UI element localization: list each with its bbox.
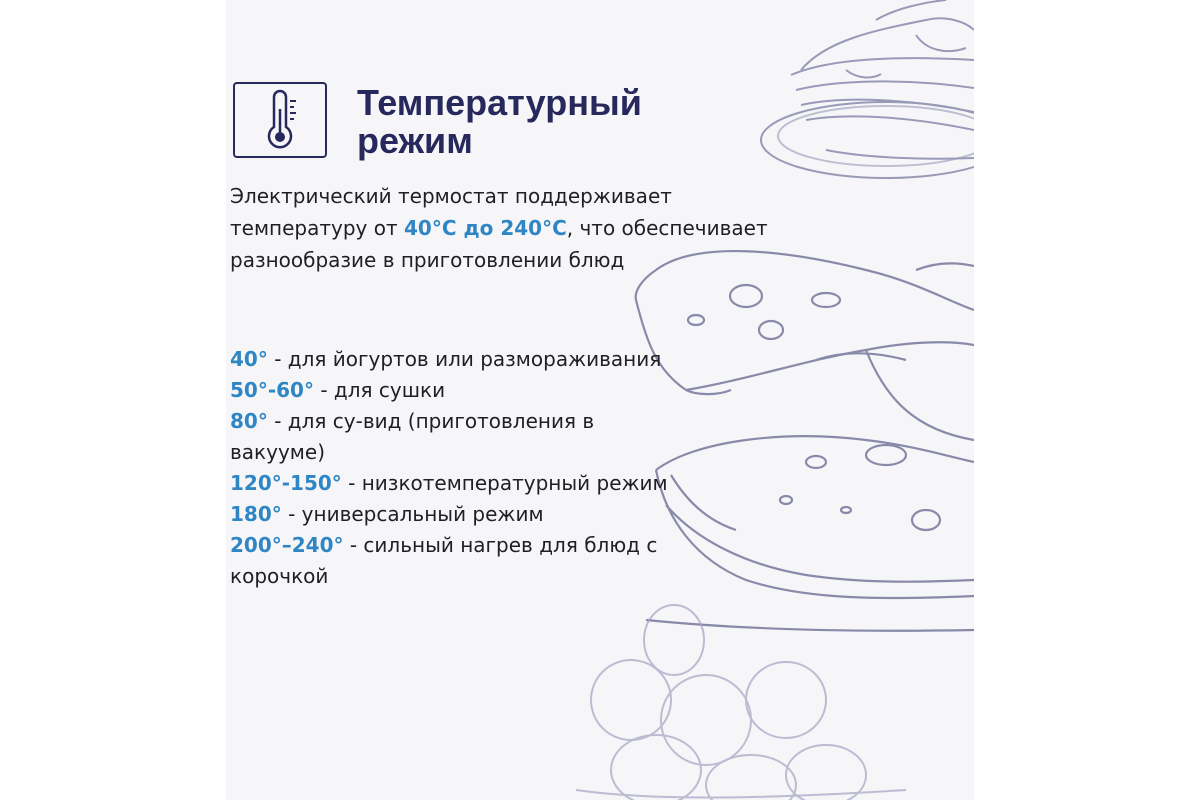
mode-description: - для су-вид (приготовления в вакууме)	[230, 409, 595, 464]
temperature-modes-list	[230, 344, 670, 592]
list-item	[230, 375, 670, 406]
content-card	[226, 0, 974, 800]
mode-temperature: 120°-150°	[230, 471, 342, 495]
list-item	[230, 344, 670, 375]
mode-temperature: 180°	[230, 502, 282, 526]
intro-text-end: , что обеспечивает разнообразие в приготовлении блюд	[230, 216, 768, 272]
mode-temperature: 40°	[230, 347, 268, 371]
mode-temperature: 50°-60°	[230, 378, 314, 402]
intro-text-start: Электрический термостат поддерживает температуру от	[230, 184, 672, 240]
title-line-2: режим	[357, 120, 473, 161]
mode-temperature: 200°–240°	[230, 533, 344, 557]
thermometer-icon	[260, 89, 300, 151]
pizza-sketch-icon	[636, 251, 974, 631]
mode-description: - универсальный режим	[281, 502, 544, 526]
mode-description: - для йогуртов или размораживания	[267, 347, 662, 371]
mode-temperature: 80°	[230, 409, 268, 433]
sandwich-sketch-icon	[761, 0, 974, 178]
intro-paragraph	[230, 180, 770, 276]
page-title	[357, 84, 642, 160]
list-item	[230, 530, 670, 592]
list-item	[230, 468, 670, 499]
potatoes-sketch-icon	[576, 605, 906, 800]
temperature-range-highlight: 40°C до 240°C	[404, 216, 567, 240]
mode-description: - для сушки	[313, 378, 446, 402]
mode-description: - сильный нагрев для блюд с корочкой	[230, 533, 658, 588]
list-item	[230, 499, 670, 530]
thermometer-icon-frame	[233, 82, 327, 158]
mode-description: - низкотемпературный режим	[341, 471, 668, 495]
title-line-1: Температурный	[357, 82, 642, 123]
list-item	[230, 406, 670, 468]
